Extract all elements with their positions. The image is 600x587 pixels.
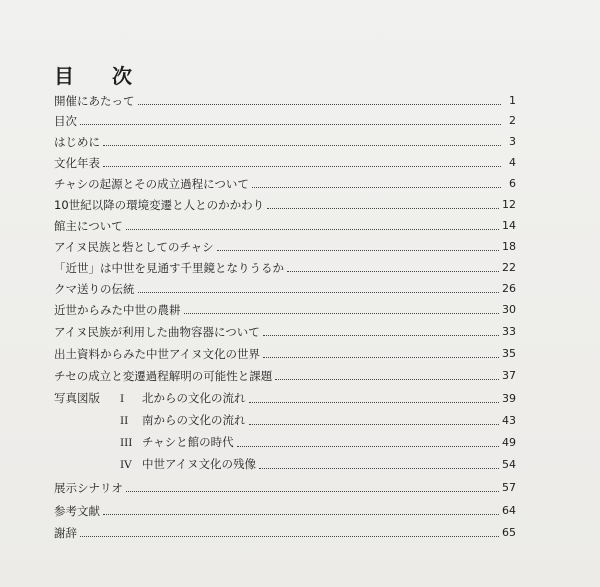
toc-entry (54, 477, 516, 495)
entry-label: 「近世」は中世を見通す千里鏡となりうるか (54, 261, 284, 275)
dot-leader (237, 446, 499, 447)
section-numeral: III (120, 437, 133, 449)
photo-section-entry (54, 432, 516, 450)
dot-leader (249, 402, 500, 403)
entry-page: 37 (502, 369, 516, 382)
dot-leader (259, 468, 499, 469)
dot-leader (103, 166, 501, 167)
entry-page: 33 (502, 325, 516, 338)
entry-label: 南からの文化の流れ (142, 413, 246, 427)
toc-entry (54, 257, 516, 275)
entry-page: 30 (502, 303, 516, 316)
entry-page: 3 (509, 135, 516, 148)
dot-leader (138, 104, 502, 105)
dot-leader (252, 187, 501, 188)
entry-label: はじめに (54, 135, 100, 149)
entry-label: 展示シナリオ (54, 481, 123, 495)
dot-leader (126, 491, 499, 492)
dot-leader (263, 357, 499, 358)
entry-label: 10世紀以降の環境変遷と人とのかかわり (54, 198, 265, 212)
dot-leader (275, 379, 499, 380)
section-numeral: I (120, 393, 125, 405)
toc-entry (54, 365, 516, 383)
entry-label: アイヌ民族が利用した曲物容器について (54, 325, 260, 339)
entry-label: 中世アイヌ文化の残像 (142, 457, 256, 471)
entry-page: 35 (502, 347, 516, 360)
dot-leader (103, 145, 501, 146)
entry-label: 開催にあたって (54, 94, 135, 108)
toc-entry (54, 152, 516, 170)
toc-entry (54, 321, 516, 339)
entry-page: 4 (509, 156, 516, 169)
photo-section-label: 写真図版 (54, 391, 100, 405)
photo-section-entry (54, 388, 516, 406)
entry-page: 22 (502, 261, 516, 274)
dot-leader (126, 229, 499, 230)
entry-page: 18 (502, 240, 516, 253)
toc-entry (54, 110, 516, 128)
entry-label: 出土資料からみた中世アイヌ文化の世界 (54, 347, 260, 361)
entry-label: 目次 (54, 114, 77, 128)
dot-leader (287, 271, 499, 272)
entry-page: 43 (502, 414, 516, 427)
toc-entry (54, 343, 516, 361)
entry-page: 2 (509, 114, 516, 127)
entry-page: 1 (509, 94, 516, 107)
dot-leader (103, 514, 499, 515)
toc-entry (54, 173, 516, 191)
photo-section-entry (54, 454, 516, 472)
toc-entry (54, 131, 516, 149)
entry-page: 49 (502, 436, 516, 449)
toc-entry (54, 500, 516, 518)
dot-leader (80, 536, 499, 537)
entry-label: 北からの文化の流れ (142, 391, 246, 405)
entry-label: チセの成立と変遷過程解明の可能性と課題 (54, 369, 273, 383)
entry-page: 57 (502, 481, 516, 494)
toc-entry (54, 278, 516, 296)
dot-leader (80, 124, 501, 125)
photo-section-entry (54, 410, 516, 428)
page-title: 目 次 (54, 64, 141, 88)
dot-leader (263, 335, 499, 336)
dot-leader (217, 250, 499, 251)
toc-entry (54, 194, 516, 212)
entry-label: 参考文献 (54, 504, 100, 518)
entry-label: 文化年表 (54, 156, 100, 170)
entry-page: 54 (502, 458, 516, 471)
section-numeral: IV (120, 459, 132, 471)
entry-label: チャシと館の時代 (142, 435, 234, 449)
toc-entry (54, 90, 516, 108)
section-numeral: II (120, 415, 129, 427)
entry-page: 14 (502, 219, 516, 232)
entry-label: 謝辞 (54, 526, 77, 540)
entry-page: 26 (502, 282, 516, 295)
entry-page: 12 (502, 198, 516, 211)
toc-entry (54, 215, 516, 233)
entry-label: チャシの起源とその成立過程について (54, 177, 249, 191)
entry-page: 64 (502, 504, 516, 517)
entry-label: クマ送りの伝統 (54, 282, 135, 296)
toc-entry (54, 236, 516, 254)
dot-leader (184, 313, 500, 314)
toc-entry (54, 522, 516, 540)
toc-entry (54, 299, 516, 317)
entry-page: 65 (502, 526, 516, 539)
dot-leader (249, 424, 500, 425)
entry-page: 39 (502, 392, 516, 405)
entry-label: 近世からみた中世の農耕 (54, 303, 181, 317)
entry-label: 館主について (54, 219, 123, 233)
dot-leader (138, 292, 500, 293)
entry-label: アイヌ民族と砦としてのチャシ (54, 240, 214, 254)
dot-leader (267, 208, 499, 209)
entry-page: 6 (509, 177, 516, 190)
